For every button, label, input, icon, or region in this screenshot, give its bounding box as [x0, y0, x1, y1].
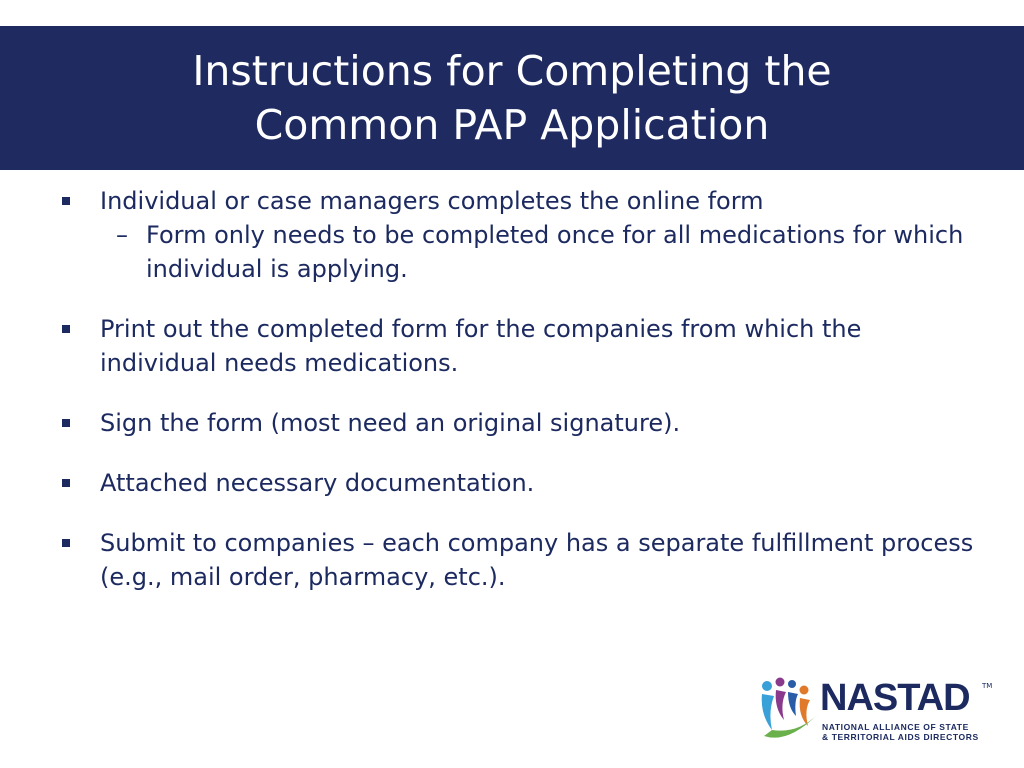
bullet-item — [62, 184, 982, 286]
square-bullet-icon — [62, 539, 70, 547]
logo-tagline-line2: & TERRITORIAL AIDS DIRECTORS — [822, 732, 979, 742]
bullet-text: Attached necessary documentation. — [100, 469, 535, 497]
square-bullet-icon — [62, 325, 70, 333]
dash-bullet-icon: – — [116, 221, 128, 249]
slide-title-line1: Instructions for Completing the — [192, 47, 832, 95]
bullet-item — [62, 312, 982, 380]
people-figures-icon — [758, 674, 822, 744]
bullet-text: Individual or case managers completes the online form — [100, 187, 764, 215]
slide-title-line2: Common PAP Application — [254, 101, 770, 149]
square-bullet-icon — [62, 479, 70, 487]
logo-wordmark: NASTAD — [820, 677, 970, 719]
bullet-text: Print out the completed form for the companies from which the individual needs medications. — [100, 315, 862, 377]
nastad-logo — [758, 674, 993, 744]
sub-bullet-item — [100, 218, 982, 286]
square-bullet-icon — [62, 197, 70, 205]
top-margin — [0, 0, 1024, 26]
bullet-item — [62, 526, 982, 594]
title-band — [0, 26, 1024, 170]
trademark-mark: TM — [982, 682, 993, 690]
bullet-text: Submit to companies – each company has a separate fulfillment process (e.g., mail order, pharmacy, etc.). — [100, 529, 974, 591]
bullet-list — [62, 184, 982, 620]
logo-tagline-line1: NATIONAL ALLIANCE OF STATE — [822, 722, 969, 732]
bullet-text: Sign the form (most need an original signature). — [100, 409, 681, 437]
sub-bullet-text: Form only needs to be completed once for all medications for which individual is applying. — [146, 221, 964, 283]
slide-title — [192, 44, 831, 152]
bullet-item — [62, 466, 982, 500]
bullet-item — [62, 406, 982, 440]
square-bullet-icon — [62, 419, 70, 427]
